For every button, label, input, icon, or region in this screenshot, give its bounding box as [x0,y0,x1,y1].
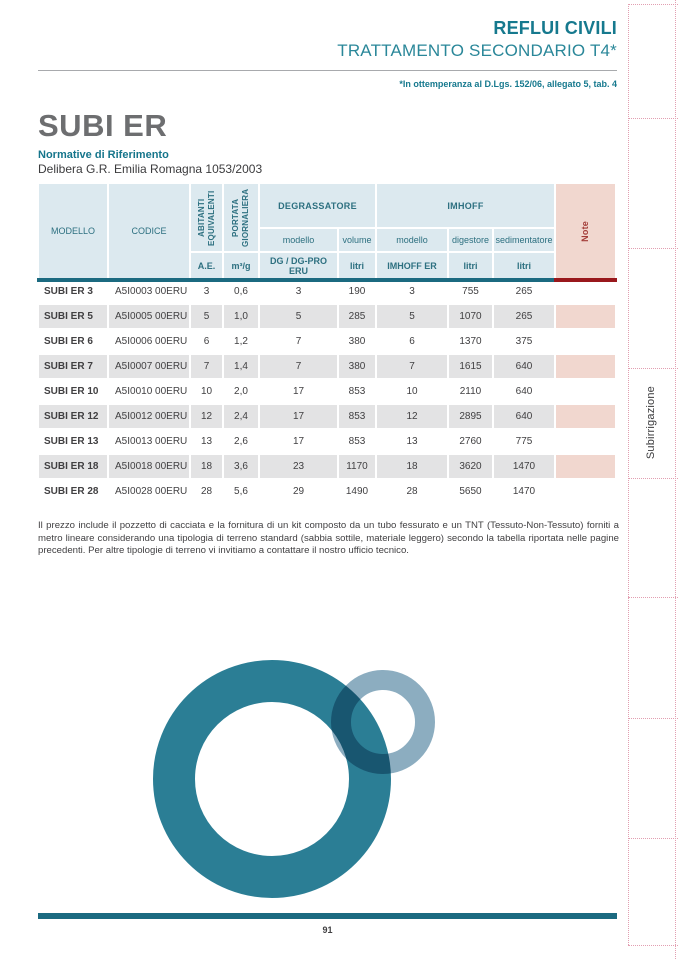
cell-portata: 0,6 [224,280,258,303]
cell-dg-volume: 853 [339,380,375,403]
cell-dg-modello: 7 [260,330,337,353]
sub-header-sedimentatore: sedimentatore [494,229,554,251]
cell-modello: SUBI ER 6 [39,330,107,353]
group-header-degrassatore: DEGRASSATORE [260,184,375,227]
cell-digestore: 1370 [449,330,492,353]
sub-header-digestore: digestore [449,229,492,251]
cell-digestore: 5650 [449,480,492,503]
cell-note [556,280,615,303]
sub-header-volume: volume [339,229,375,251]
page-number: 91 [322,925,333,935]
cell-dg-modello: 29 [260,480,337,503]
cell-modello: SUBI ER 18 [39,455,107,478]
unit-digestore-litri: litri [449,253,492,278]
pricing-note-paragraph: Il prezzo include il pozzetto di cacciata e la fornitura di un kit composto da un tubo fessurato e un TNT (Tessuto-Non-Tessuto) forniti a metro lineare considerando una tipologia di terreno standard (sabbia sottile, materiale leggero) secondo la tabella riportata nelle pagine precedenti. Per altre tipologie di terreno vi invitiamo a contattare il nostro ufficio tecnico. [38,520,619,557]
cell-dg-volume: 190 [339,280,375,303]
cell-dg-modello: 7 [260,355,337,378]
cell-dg-modello: 17 [260,405,337,428]
cell-portata: 1,2 [224,330,258,353]
cell-im-modello: 28 [377,480,447,503]
thumb-index-divider [628,945,678,946]
cell-im-modello: 12 [377,405,447,428]
unit-sedimentatore-litri: litri [494,253,554,278]
cell-im-modello: 10 [377,380,447,403]
decorative-ring-small [331,670,435,774]
cell-dg-volume: 1170 [339,455,375,478]
table-row [39,330,615,353]
cell-im-modello: 13 [377,430,447,453]
cell-ae: 12 [191,405,222,428]
cell-digestore: 3620 [449,455,492,478]
group-header-imhoff: IMHOFF [377,184,554,227]
cell-portata: 2,0 [224,380,258,403]
cell-im-modello: 7 [377,355,447,378]
table-body [39,280,615,503]
cell-note [556,480,615,503]
table-row [39,355,615,378]
table-row [39,430,615,453]
cell-note [556,405,615,428]
table-row [39,305,615,328]
cell-im-modello: 6 [377,330,447,353]
cell-codice: A5I0012 00ERU [109,405,189,428]
cell-modello: SUBI ER 10 [39,380,107,403]
sub-header-dg-modello: modello [260,229,337,251]
thumb-index-tab-label: Subirrigazione [645,386,657,460]
cell-portata: 2,4 [224,405,258,428]
cell-note [556,305,615,328]
thumb-index-divider [628,838,678,839]
thumb-index-divider [628,248,678,249]
header-underline-red [554,278,617,282]
col-header-abitanti: ABITANTI EQUIVALENTI [191,184,222,251]
table-row [39,455,615,478]
normative-value: Delibera G.R. Emilia Romagna 1053/2003 [38,162,263,176]
sub-header-im-modello: modello [377,229,447,251]
cell-digestore: 1070 [449,305,492,328]
product-spec-table [37,182,617,505]
thumb-index-tab-subirrigazione [636,368,666,478]
cell-dg-modello: 23 [260,455,337,478]
cell-portata: 1,0 [224,305,258,328]
header-divider [38,70,617,71]
cell-codice: A5I0028 00ERU [109,480,189,503]
cell-sedimentatore: 265 [494,280,554,303]
cell-modello: SUBI ER 5 [39,305,107,328]
cell-ae: 18 [191,455,222,478]
cell-dg-volume: 1490 [339,480,375,503]
thumb-index-divider [628,478,678,479]
cell-ae: 10 [191,380,222,403]
col-header-modello: MODELLO [39,184,107,278]
cell-note [556,330,615,353]
cell-digestore: 2110 [449,380,492,403]
cell-codice: A5I0003 00ERU [109,280,189,303]
cell-note [556,380,615,403]
cell-modello: SUBI ER 7 [39,355,107,378]
footer-bar [38,913,617,919]
cell-ae: 13 [191,430,222,453]
unit-dg-litri: litri [339,253,375,278]
cell-note [556,355,615,378]
cell-im-modello: 3 [377,280,447,303]
cell-note [556,455,615,478]
regulation-footnote: *In ottemperanza al D.Lgs. 152/06, allegato 5, tab. 4 [399,79,617,89]
table-row [39,380,615,403]
cell-ae: 28 [191,480,222,503]
col-header-codice: CODICE [109,184,189,278]
cell-modello: SUBI ER 12 [39,405,107,428]
cell-dg-volume: 853 [339,430,375,453]
thumb-index-divider [628,118,678,119]
cell-im-modello: 5 [377,305,447,328]
cell-dg-modello: 5 [260,305,337,328]
header-row-groups [39,184,615,227]
cell-codice: A5I0013 00ERU [109,430,189,453]
cell-portata: 2,6 [224,430,258,453]
cell-digestore: 755 [449,280,492,303]
cell-codice: A5I0007 00ERU [109,355,189,378]
cell-digestore: 2760 [449,430,492,453]
col-header-note: Note [556,184,615,278]
cell-dg-volume: 380 [339,330,375,353]
table-row [39,405,615,428]
thumb-index-vertical-line [628,4,629,945]
unit-imhoff-series: IMHOFF ER [377,253,447,278]
cell-codice: A5I0018 00ERU [109,455,189,478]
cell-sedimentatore: 640 [494,380,554,403]
thumb-index-divider [628,4,678,5]
col-header-portata: PORTATA GIORNALIERA [224,184,258,251]
category-title: REFLUI CIVILI [493,18,617,38]
table-row [39,480,615,503]
cell-modello: SUBI ER 28 [39,480,107,503]
cell-ae: 6 [191,330,222,353]
cell-note [556,430,615,453]
unit-portata: m³/g [224,253,258,278]
thumb-index-divider [628,597,678,598]
cell-sedimentatore: 1470 [494,455,554,478]
cell-dg-volume: 853 [339,405,375,428]
cell-ae: 5 [191,305,222,328]
table-row [39,280,615,303]
cell-codice: A5I0010 00ERU [109,380,189,403]
cell-ae: 3 [191,280,222,303]
cell-portata: 5,6 [224,480,258,503]
cell-dg-volume: 285 [339,305,375,328]
cell-digestore: 2895 [449,405,492,428]
cell-dg-modello: 17 [260,380,337,403]
normative-label: Normative di Riferimento [38,149,169,161]
cell-dg-modello: 3 [260,280,337,303]
cell-im-modello: 18 [377,455,447,478]
document-header [38,18,617,61]
cell-sedimentatore: 640 [494,405,554,428]
unit-ae: A.E. [191,253,222,278]
cell-portata: 1,4 [224,355,258,378]
cell-portata: 3,6 [224,455,258,478]
cell-sedimentatore: 640 [494,355,554,378]
cell-ae: 7 [191,355,222,378]
thumb-index-divider [628,718,678,719]
cell-modello: SUBI ER 13 [39,430,107,453]
cell-codice: A5I0005 00ERU [109,305,189,328]
page-title: SUBI ER [38,108,168,143]
cell-modello: SUBI ER 3 [39,280,107,303]
cell-digestore: 1615 [449,355,492,378]
cell-sedimentatore: 1470 [494,480,554,503]
header-underline-teal [37,278,554,282]
unit-dg-series: DG / DG-PRO ERU [260,253,337,278]
cell-sedimentatore: 775 [494,430,554,453]
cell-sedimentatore: 375 [494,330,554,353]
page-edge-crop-line [675,0,676,959]
treatment-subtitle: TRATTAMENTO SECONDARIO T4* [337,41,617,60]
cell-sedimentatore: 265 [494,305,554,328]
cell-dg-modello: 17 [260,430,337,453]
cell-codice: A5I0006 00ERU [109,330,189,353]
cell-dg-volume: 380 [339,355,375,378]
